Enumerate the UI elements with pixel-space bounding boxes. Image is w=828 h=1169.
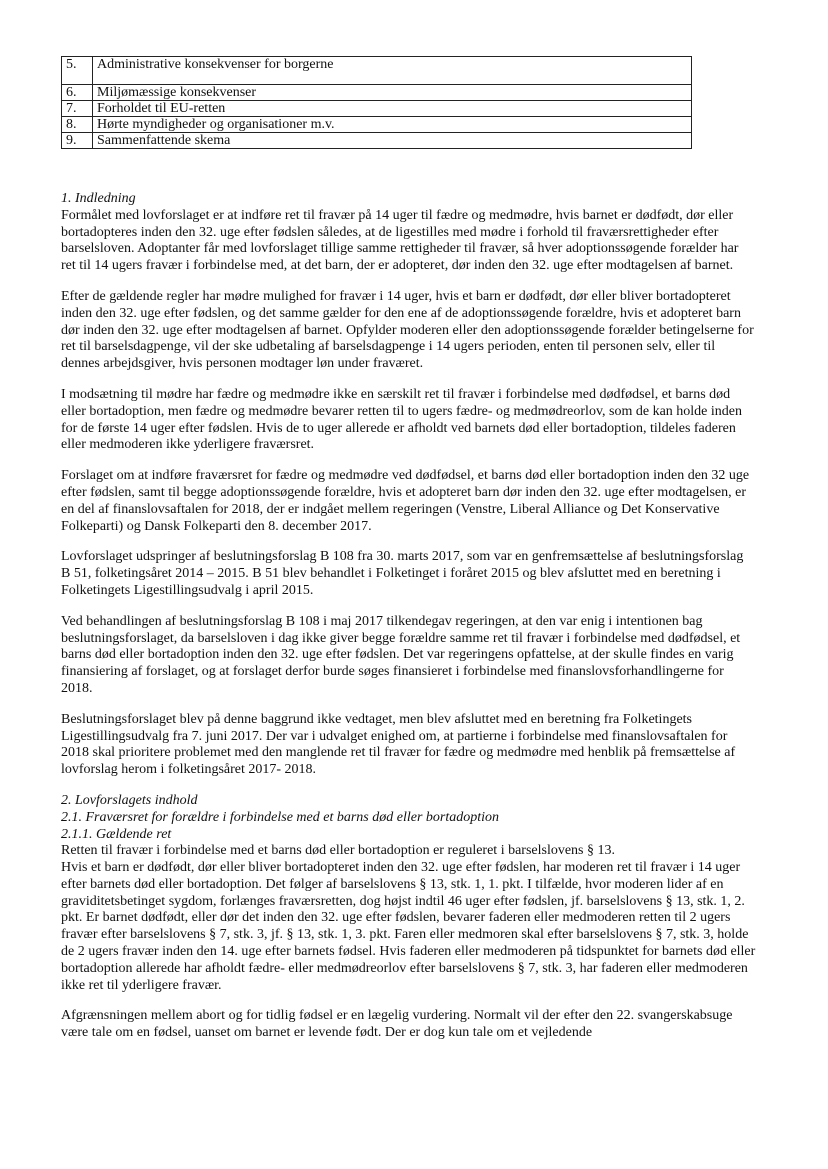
paragraph: Afgrænsningen mellem abort og for tidlig fødsel er en lægelig vurdering. Normalt vil der efter den 22. svangerskabsuge være tale om en fødsel, uanset om barnet er levende født. Der er dog kun tale om et vejledende xyxy=(61,1008,733,1041)
table-of-contents xyxy=(61,56,692,149)
toc-row xyxy=(62,133,692,149)
toc-label: Sammenfattende skema xyxy=(93,133,692,149)
section-heading: 2. Lovforslagets indhold xyxy=(61,792,198,808)
section-heading: 1. Indledning xyxy=(61,191,136,206)
toc-label: Forholdet til EU-retten xyxy=(93,101,692,117)
toc-number: 7. xyxy=(62,101,93,117)
toc-number: 9. xyxy=(62,133,93,149)
toc-number: 8. xyxy=(62,117,93,133)
paragraph: Hvis et barn er dødfødt, dør eller bliver bortadopteret inden den 32. uge efter fødslen, har moderen ret til fravær i 14 uger efter barnets død eller bortadoption. Det følger af barselslovens § 13, stk. 1, 1. pkt. I tilfælde, hvor moderen lider af en graviditetsbetinget sygdom, forlænges fraværsretten, dog højst indtil 46 uger efter fødslen, jf. barselslovens § 13, stk. 1, 2. pkt. Er barnet dødfødt, eller dør det inden den 32. uge efter fødslen, bevarer faderen eller medmoderen retten til 2 ugers fravær efter barselslovens § 7, stk. 3, jf. § 13, stk. 1, 3. pkt. Faren eller medmoren skal efter barselslovens § 7, stk. 3, holde de 2 ugers fravær inden den 14. uge efter barnets fødsel. Hvis faderen eller medmoderen på tidspunktet for barnets død eller bortadoption allerede har afholdt fædre- eller medmødreorlov efter barselslovens § 7, stk. 3, har faderen eller medmoderen ikke ret til yderligere fravær. xyxy=(61,860,756,993)
paragraph: Lovforslaget udspringer af beslutningsforslag B 108 fra 30. marts 2017, som var en genfremsættelse af beslutningsforslag B 51, folketingsåret 2014 – 2015. B 51 blev behandlet i Folketinget i foråret 2015 og blev afsluttet med en beretning i Folketingets Ligestillingsudvalg i april 2015. xyxy=(61,549,744,598)
paragraph: Efter de gældende regler har mødre mulighed for fravær i 14 uger, hvis et barn er dødfødt, dør eller bliver bortadopteret inden den 32. uge efter fødslen, og det samme gælder for den ene af de adoptionssøgende forældre, hvis et adopteret barn dør inden den 32. uge efter modtagelsen af barnet. Opfylder moderen eller den adoptionssøgende forælder betingelserne for ret til barselsdagpenge, vil der ske udbetaling af barselsdagpenge i 14 ugers perioden, enten til personen selv, eller til dennes arbejdsgiver, hvis personen modtager løn under fraværet. xyxy=(61,288,754,372)
paragraph: Beslutningsforslaget blev på denne baggrund ikke vedtaget, men blev afsluttet med en beretning fra Folketingets Ligestillingsudvalg fra 7. juni 2017. Der var i udvalget enighed om, at partierne i forbindelse med finanslovsaftalen for 2018 skal prioritere problemet med den manglende ret til fravær for fædre og medmødre med henblik på fremsættelse af lovforslag herom i folketingsåret 2017- 2018. xyxy=(61,711,736,778)
subsubsection-heading: 2.1.1. Gældende ret xyxy=(61,826,172,842)
paragraph: Formålet med lovforslaget er at indføre ret til fravær på 14 uger til fædre og medmødre, hvis barnet er dødfødt, dør eller bortadopteres inden den 32. uge efter fødslen således, at de ligestilles med mødre i forhold til fraværsrettigheder efter barselsloven. Adoptanter får med lovforslaget tillige samme rettigheder til fravær, så hver adoptionssøgende forælder har ret til 14 ugers fravær i forbindelse med, at det barn, der er adopteret, dør inden den 32. uge efter modtagelsen af barnet. xyxy=(61,207,739,274)
toc-label: Administrative konsekvenser for borgerne xyxy=(93,57,692,85)
paragraph: Ved behandlingen af beslutningsforslag B 108 i maj 2017 tilkendegav regeringen, at den var enig i intentionen bag beslutningsforslaget, da barselsloven i dag ikke giver begge forældre samme ret til fravær i forbindelse med dødfødsel, et barns død eller bortadoption inden den 32. uge efter fødslen. Det var regeringens opfattelse, at der skulle findes en varig finansiering af forslaget, og at forslaget derfor burde søges finansieret i forbindelse med finanslovsforhandlingerne for 2018. xyxy=(61,613,741,696)
toc-row xyxy=(62,85,692,101)
paragraph: Retten til fravær i forbindelse med et barns død eller bortadoption er reguleret i barselslovens § 13. xyxy=(61,843,616,859)
toc-label: Miljømæssige konsekvenser xyxy=(93,85,692,101)
paragraph: I modsætning til mødre har fædre og medmødre ikke en særskilt ret til fravær i forbindelse med dødfødsel, et barns død eller bortadoption, men fædre og medmødre bevarer retten til to ugers fædre- og medmødreorlov, som de kan holde inden for de første 14 uger efter fødslen. Hvis de to uger allerede er afholdt ved barnets død eller bortadoption, tildeles faderen eller medmoderen ikke yderligere fraværsret. xyxy=(61,386,743,453)
toc-row xyxy=(62,101,692,117)
toc-row xyxy=(62,57,692,85)
toc-row xyxy=(62,117,692,133)
toc-number: 5. xyxy=(62,57,93,85)
document-body xyxy=(61,191,756,1056)
paragraph: Forslaget om at indføre fraværsret for fædre og medmødre ved dødfødsel, et barns død eller bortadoption inden den 32 uge efter fødslen, samt til begge adoptionssøgende forældre, hvis et adopteret barn dør inden den 32. uge efter modtagelsen, er en del af finanslovsaftalen for 2018, der er indgået mellem regeringen (Venstre, Liberal Alliance og Det Konservative Folkeparti) og Dansk Folkeparti den 8. december 2017. xyxy=(61,468,750,534)
toc-label: Hørte myndigheder og organisationer m.v. xyxy=(93,117,692,133)
toc-number: 6. xyxy=(62,85,93,101)
subsection-heading: 2.1. Fraværsret for forældre i forbindelse med et barns død eller bortadoption xyxy=(61,809,500,825)
